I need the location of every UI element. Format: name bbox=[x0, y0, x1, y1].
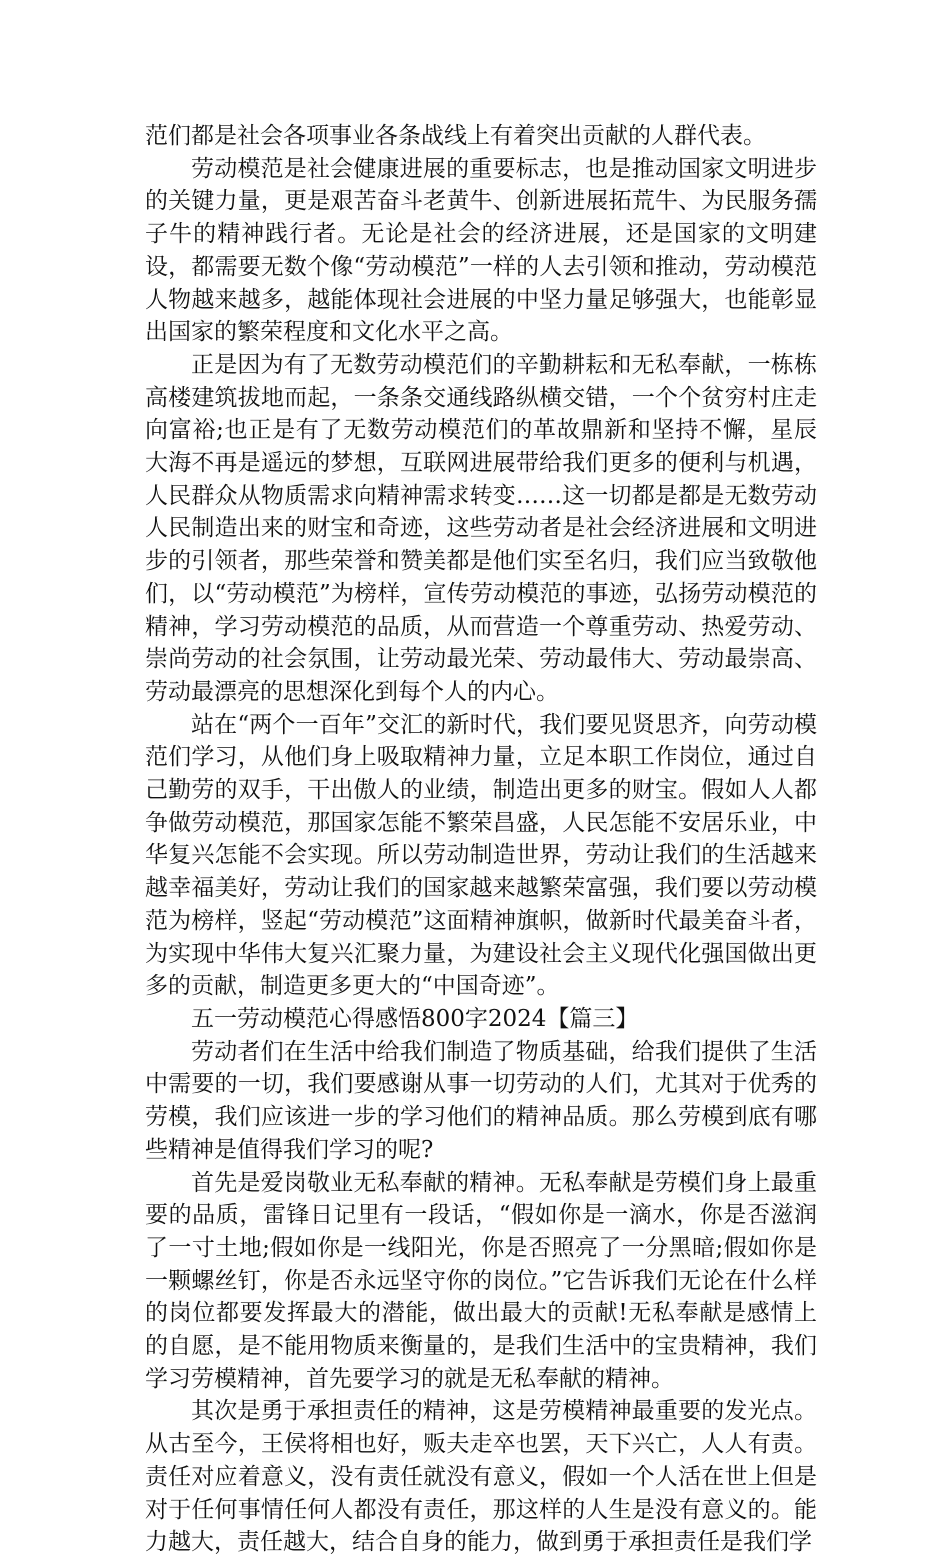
paragraph-gratitude-to-workers: 劳动者们在生活中给我们制造了物质基础，给我们提供了生活中需要的一切，我们要感谢从事一切劳动的人们，尤其对于优秀的劳模，我们应该进一步的学习他们的精神品质。那么劳模到底有哪些精神是值得我们学习的呢? bbox=[145, 1038, 817, 1163]
paragraph-responsibility: 其次是勇于承担责任的精神，这是劳模精神最重要的发光点。从古至今，王侯将相也好，贩夫走卒也罢，天下兴亡，人人有责。责任对应着意义，没有责任就没有意义，假如一个人活在世上但是对于任何事情任何人都没有责任，那这样的人生是没有意义的。能力越大，责任越大，结合自身的能力，做到勇于承担责任是我们学 bbox=[145, 1398, 817, 1556]
section-heading-part-three: 五一劳动模范心得感悟800字2024【篇三】 bbox=[191, 1005, 639, 1032]
paragraph-new-era-call: 站在“两个一百年”交汇的新时代，我们要见贤思齐，向劳动模范们学习，从他们身上吸取精神力量，立足本职工作岗位，通过自己勤劳的双手，干出傲人的业绩，制造出更多的财宝。假如人人都争做劳动模范，那国家怎能不繁荣昌盛，人民怎能不安居乐业，中华复兴怎能不会实现。所以劳动制造世界，劳动让我们的生活越来越幸福美好，劳动让我们的国家越来越繁荣富强，我们要以劳动模范为榜样，竖起“劳动模范”这面精神旗帜，做新时代最美奋斗者，为实现中华伟大复兴汇聚力量，为建设社会主义现代化强国做出更多的贡献，制造更多更大的“中国奇迹”。 bbox=[145, 711, 817, 1000]
paragraph-labor-model-significance: 劳动模范是社会健康进展的重要标志，也是推动国家文明进步的关键力量，更是艰苦奋斗老黄牛、创新进展拓荒牛、为民服务孺子牛的精神践行者。无论是社会的经济进展，还是国家的文明建设，都需要无数个像“劳动模范”一样的人去引领和推动，劳动模范人物越来越多，越能体现社会进展的中坚力量足够强大，也能彰显出国家的繁荣程度和文化水平之高。 bbox=[145, 155, 817, 346]
paragraph-labor-model-contributions: 正是因为有了无数劳动模范们的辛勤耕耘和无私奉献，一栋栋高楼建筑拔地而起，一条条交通线路纵横交错，一个个贫穷村庄走向富裕;也正是有了无数劳动模范们的革故鼎新和坚持不懈，星辰大海不再是遥远的梦想，互联网进展带给我们更多的便利与机遇，人民群众从物质需求向精神需求转变……这一切都是都是无数劳动人民制造出来的财宝和奇迹，这些劳动者是社会经济进展和文明进步的引领者，那些荣誉和赞美都是他们实至名归，我们应当致敬他们，以“劳动模范”为榜样，宣传劳动模范的事迹，弘扬劳动模范的精神，学习劳动模范的品质，从而营造一个尊重劳动、热爱劳动、崇尚劳动的社会氛围，让劳动最光荣、劳动最伟大、劳动最崇高、劳动最漂亮的思想深化到每个人的内心。 bbox=[145, 351, 817, 705]
document-page bbox=[145, 120, 817, 1559]
paragraph-continuation: 范们都是社会各项事业各条战线上有着突出贡献的人群代表。 bbox=[145, 123, 766, 149]
paragraph-selfless-dedication: 首先是爱岗敬业无私奉献的精神。无私奉献是劳模们身上最重要的品质，雷锋日记里有一段话，“假如你是一滴水，你是否滋润了一寸土地;假如你是一线阳光，你是否照亮了一分黑暗;假如你是一颗螺丝钉，你是否永远坚守你的岗位。”它告诉我们无论在什么样的岗位都要发挥最大的潜能，做出最大的贡献!无私奉献是感情上的自愿，是不能用物质来衡量的，是我们生活中的宝贵精神，我们学习劳模精神，首先要学习的就是无私奉献的精神。 bbox=[145, 1169, 817, 1392]
